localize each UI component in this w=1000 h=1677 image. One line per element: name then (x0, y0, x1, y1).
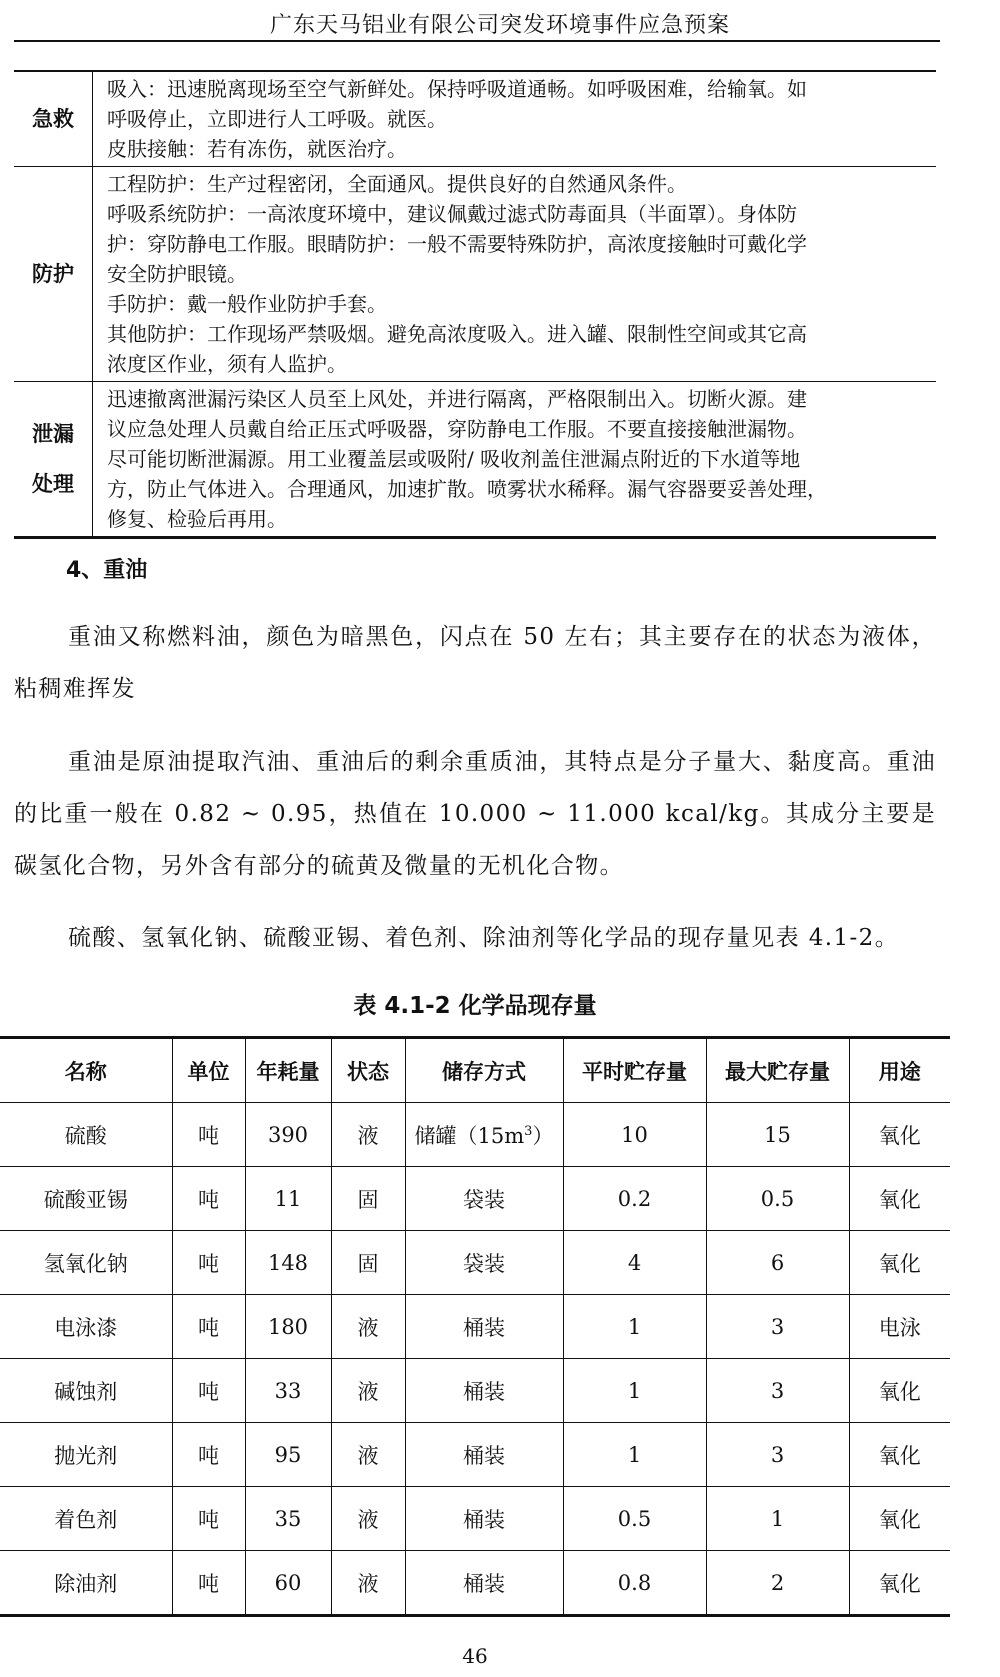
header-unit: 单位 (172, 1038, 245, 1103)
cell-state: 液 (331, 1423, 405, 1487)
leak-label-line: 处理 (32, 472, 74, 496)
header-divider (14, 40, 940, 42)
paragraph-heavy-oil-intro: 重油又称燃料油，颜色为暗黑色，闪点在 50 左右；其主要存在的状态为液体，粘稠难挥发 (14, 624, 936, 702)
cell-state: 固 (331, 1231, 405, 1295)
leak-line: 修复、检验后再用。 (107, 507, 287, 531)
cell-normal: 0.8 (563, 1551, 706, 1616)
table-row (0, 1103, 950, 1167)
section-heading: 4、重油 (66, 558, 148, 583)
leak-label-line: 泄漏 (32, 422, 74, 446)
cell-storage: 桶装 (405, 1551, 563, 1616)
table-row (0, 1231, 950, 1295)
page-number: 46 (462, 1644, 488, 1668)
cell-name: 硫酸亚锡 (0, 1167, 172, 1231)
cell-state: 固 (331, 1167, 405, 1231)
cell-name: 电泳漆 (0, 1295, 172, 1359)
first-aid-content (93, 71, 937, 167)
leak-handling-content (93, 382, 937, 538)
cell-storage: 桶装 (405, 1423, 563, 1487)
leak-line: 迅速撤离泄漏污染区人员至上风处，并进行隔离，严格限制出入。切断火源。建 (107, 387, 807, 411)
leak-handling-row (14, 382, 936, 538)
leak-handling-label (14, 382, 93, 538)
first-aid-label: 急救 (14, 71, 93, 167)
table-row (0, 1359, 950, 1423)
first-aid-row (14, 71, 936, 167)
leak-line: 议应急处理人员戴自给正压式呼吸器，穿防静电工作服。不要直接接触泄漏物。 (107, 417, 807, 441)
cell-annual: 390 (245, 1103, 331, 1167)
leak-line: 方，防止气体进入。合理通风，加速扩散。喷雾状水稀释。漏气容器要妥善处理， (107, 477, 827, 501)
header-storage: 储存方式 (405, 1038, 563, 1103)
table-row (0, 1423, 950, 1487)
table-body (0, 1103, 950, 1616)
cell-normal: 1 (563, 1295, 706, 1359)
table-row (0, 1551, 950, 1616)
cell-unit: 吨 (172, 1423, 245, 1487)
header-state: 状态 (331, 1038, 405, 1103)
paragraph-chemical-reference: 硫酸、氢氧化钠、硫酸亚锡、着色剂、除油剂等化学品的现存量见表 4.1-2。 (68, 925, 900, 951)
cell-state: 液 (331, 1295, 405, 1359)
cell-storage: 桶装 (405, 1295, 563, 1359)
paragraph-heavy-oil-properties: 重油是原油提取汽油、重油后的剩余重质油，其特点是分子量大、黏度高。重油的比重一般在 0.82 ~ 0.95，热值在 10.000 ~ 11.000 kcal/kg。其成分主要是碳氢化合物，另外含有部分的硫黄及微量的无机化合物。 (14, 749, 936, 879)
cell-max: 3 (706, 1295, 849, 1359)
cell-unit: 吨 (172, 1103, 245, 1167)
protection-line: 护：穿防静电工作服。眼睛防护：一般不需要特殊防护，高浓度接触时可戴化学 (107, 232, 807, 256)
header-normal-stock: 平时贮存量 (563, 1038, 706, 1103)
table-row (0, 1167, 950, 1231)
cell-annual: 60 (245, 1551, 331, 1616)
cell-unit: 吨 (172, 1359, 245, 1423)
header-use: 用途 (849, 1038, 950, 1103)
cell-unit: 吨 (172, 1167, 245, 1231)
cell-name: 碱蚀剂 (0, 1359, 172, 1423)
cell-name: 着色剂 (0, 1487, 172, 1551)
cell-use: 氧化 (849, 1103, 950, 1167)
first-aid-line: 吸入：迅速脱离现场至空气新鲜处。保持呼吸道通畅。如呼吸困难，给输氧。如 (107, 77, 807, 101)
cell-normal: 10 (563, 1103, 706, 1167)
cell-use: 电泳 (849, 1295, 950, 1359)
cell-max: 3 (706, 1423, 849, 1487)
cell-name: 抛光剂 (0, 1423, 172, 1487)
cell-state: 液 (331, 1551, 405, 1616)
cell-unit: 吨 (172, 1487, 245, 1551)
cell-use: 氧化 (849, 1423, 950, 1487)
cell-name: 硫酸 (0, 1103, 172, 1167)
cell-state: 液 (331, 1359, 405, 1423)
protection-line: 手防护：戴一般作业防护手套。 (107, 292, 387, 316)
cell-name: 除油剂 (0, 1551, 172, 1616)
cell-storage: 桶装 (405, 1359, 563, 1423)
tank-storage-suffix: ） (532, 1123, 554, 1148)
cell-storage (405, 1103, 563, 1167)
cell-annual: 180 (245, 1295, 331, 1359)
cell-max: 6 (706, 1231, 849, 1295)
cell-annual: 35 (245, 1487, 331, 1551)
cell-normal: 0.5 (563, 1487, 706, 1551)
cell-normal: 1 (563, 1359, 706, 1423)
table-caption: 表 4.1-2 化学品现存量 (353, 993, 597, 1019)
cell-max: 15 (706, 1103, 849, 1167)
cell-annual: 148 (245, 1231, 331, 1295)
cell-state: 液 (331, 1103, 405, 1167)
cell-storage: 袋装 (405, 1231, 563, 1295)
cell-max: 3 (706, 1359, 849, 1423)
table-header-row (0, 1038, 950, 1103)
cell-normal: 4 (563, 1231, 706, 1295)
header-max-stock: 最大贮存量 (706, 1038, 849, 1103)
tank-storage-superscript: 3 (524, 1123, 533, 1139)
protection-line: 其他防护：工作现场严禁吸烟。避免高浓度吸入。进入罐、限制性空间或其它高 (107, 322, 807, 346)
protection-row (14, 167, 936, 382)
cell-use: 氧化 (849, 1359, 950, 1423)
protection-line: 呼吸系统防护：一高浓度环境中，建议佩戴过滤式防毒面具（半面罩）。身体防 (107, 202, 797, 226)
cell-use: 氧化 (849, 1551, 950, 1616)
first-aid-line: 呼吸停止，立即进行人工呼吸。就医。 (107, 107, 447, 131)
leak-line: 尽可能切断泄漏源。用工业覆盖层或吸附/ 吸收剂盖住泄漏点附近的下水道等地 (107, 447, 801, 471)
protection-content (93, 167, 937, 382)
cell-storage: 桶装 (405, 1487, 563, 1551)
cell-annual: 33 (245, 1359, 331, 1423)
page-header-title: 广东天马铝业有限公司突发环境事件应急预案 (269, 13, 730, 38)
cell-normal: 0.2 (563, 1167, 706, 1231)
protection-label: 防护 (14, 167, 93, 382)
table-row (0, 1295, 950, 1359)
protection-line: 浓度区作业，须有人监护。 (107, 352, 347, 376)
safety-info-table (14, 70, 936, 539)
protection-line: 安全防护眼镜。 (107, 262, 247, 286)
cell-storage: 袋装 (405, 1167, 563, 1231)
cell-unit: 吨 (172, 1551, 245, 1616)
chemical-inventory-table (0, 1036, 950, 1617)
cell-annual: 95 (245, 1423, 331, 1487)
cell-max: 0.5 (706, 1167, 849, 1231)
cell-max: 1 (706, 1487, 849, 1551)
header-name: 名称 (0, 1038, 172, 1103)
header-annual: 年耗量 (245, 1038, 331, 1103)
protection-line: 工程防护：生产过程密闭，全面通风。提供良好的自然通风条件。 (107, 172, 687, 196)
cell-max: 2 (706, 1551, 849, 1616)
cell-annual: 11 (245, 1167, 331, 1231)
first-aid-line: 皮肤接触：若有冻伤，就医治疗。 (107, 137, 407, 161)
cell-use: 氧化 (849, 1231, 950, 1295)
cell-normal: 1 (563, 1423, 706, 1487)
cell-use: 氧化 (849, 1167, 950, 1231)
cell-name: 氢氧化钠 (0, 1231, 172, 1295)
tank-storage-prefix: 储罐（15m (414, 1123, 525, 1148)
table-row (0, 1487, 950, 1551)
cell-unit: 吨 (172, 1295, 245, 1359)
cell-use: 氧化 (849, 1487, 950, 1551)
cell-state: 液 (331, 1487, 405, 1551)
cell-unit: 吨 (172, 1231, 245, 1295)
